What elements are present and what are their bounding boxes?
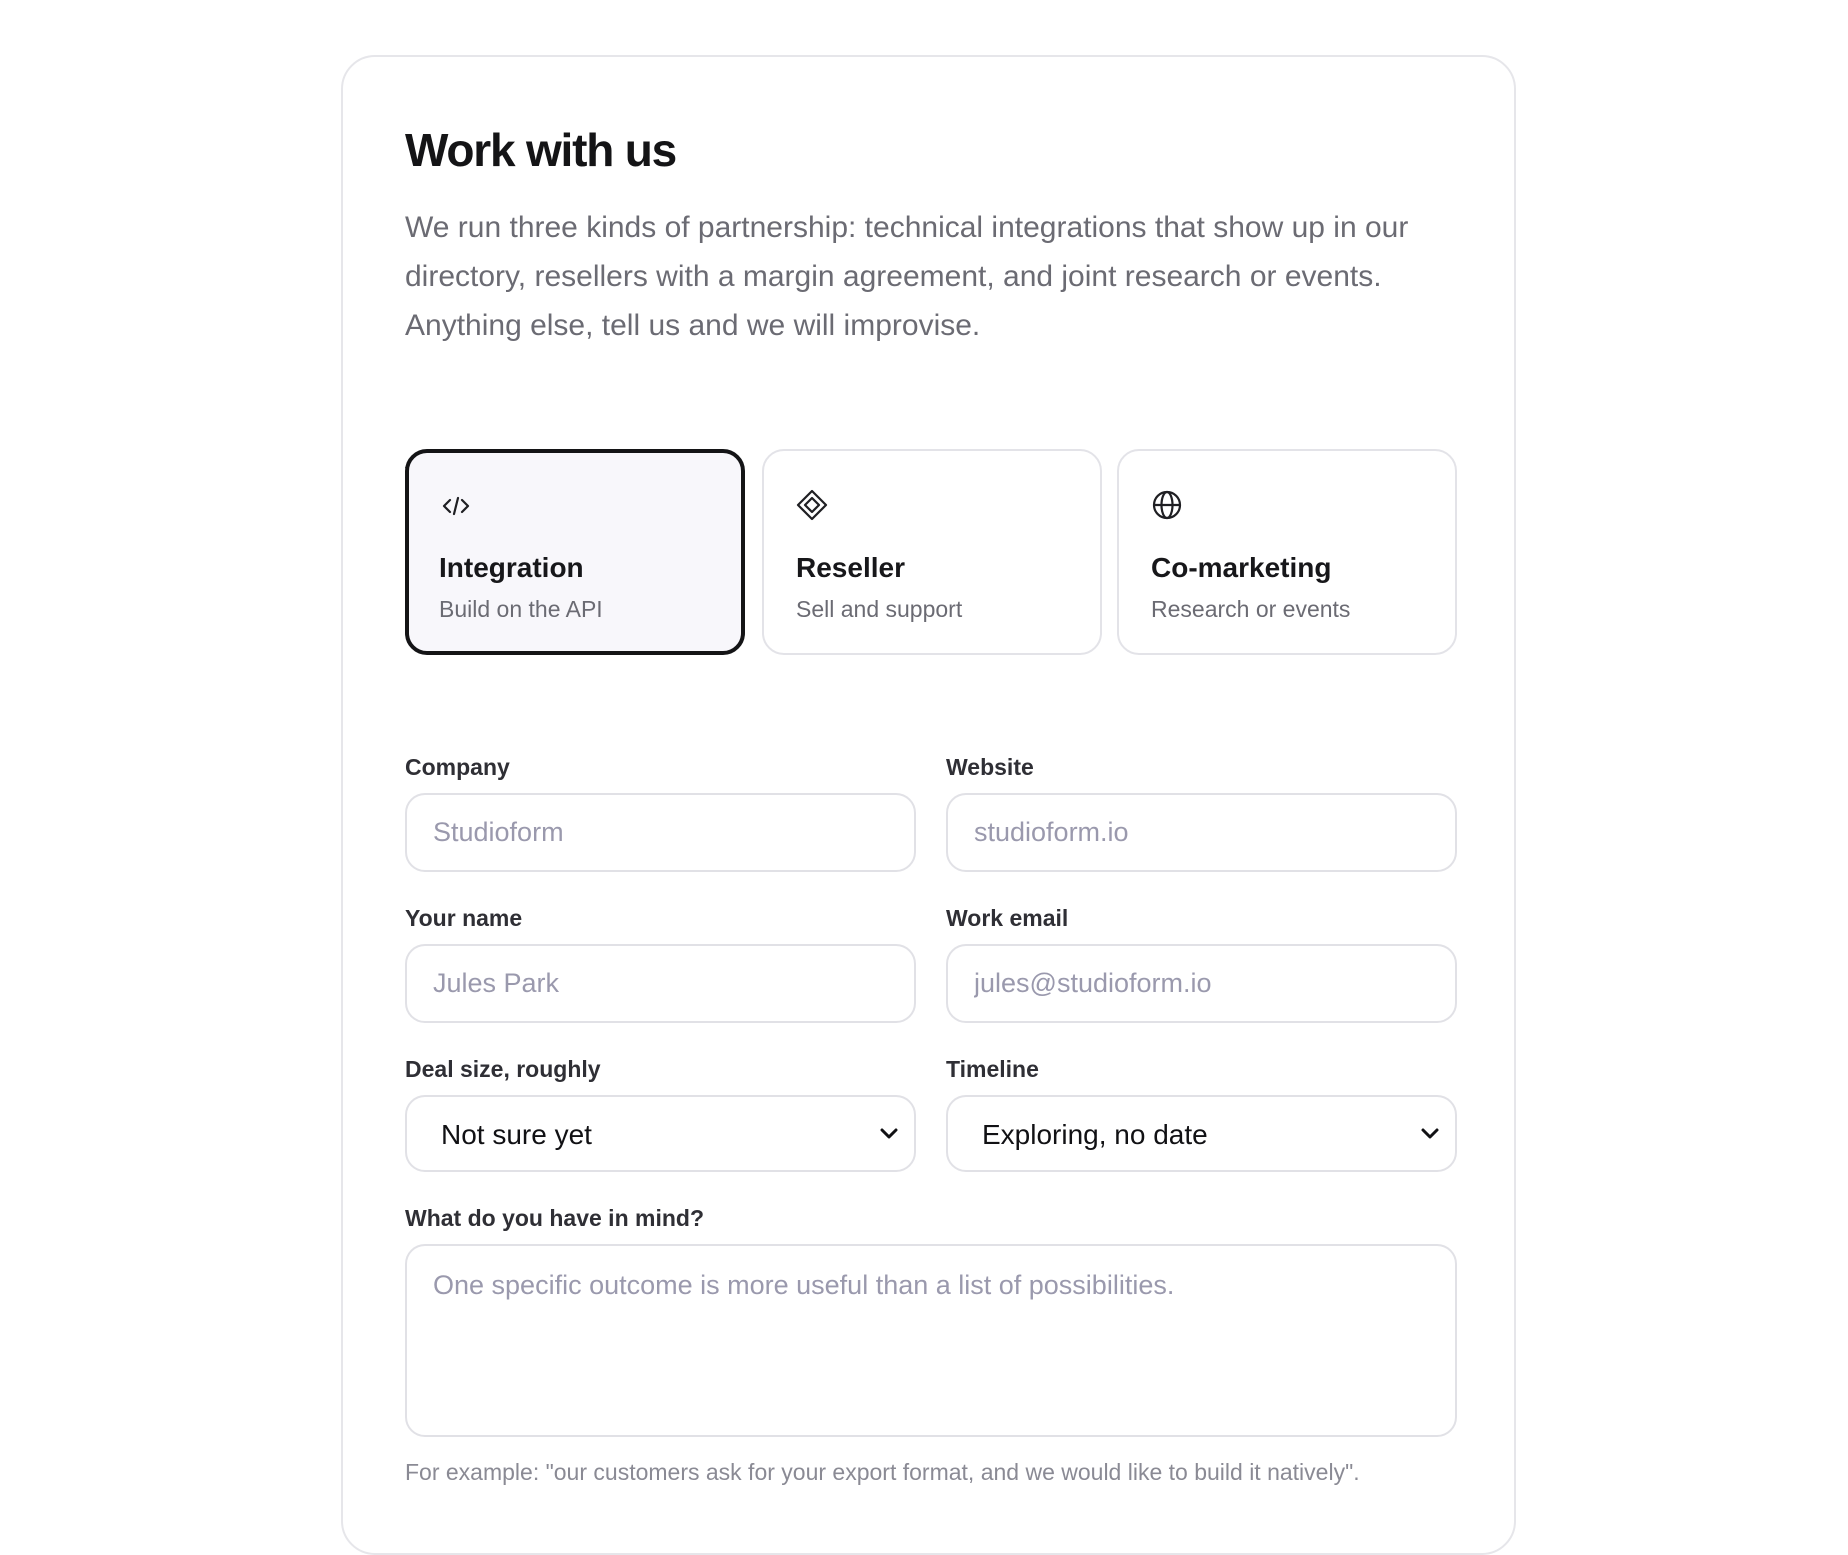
chevron-down-icon — [1419, 1123, 1441, 1145]
message-hint: For example: "our customers ask for your export format, and we would like to build it natively". — [405, 1459, 1360, 1485]
option-subtitle: Research or events — [1151, 596, 1351, 622]
diamond-icon — [796, 489, 828, 521]
deal-size-select[interactable] — [405, 1095, 916, 1172]
option-subtitle: Build on the API — [439, 596, 603, 622]
message-textarea[interactable] — [405, 1244, 1457, 1437]
email-input[interactable] — [946, 944, 1457, 1023]
partnership-option-co-marketing[interactable] — [1117, 449, 1457, 655]
email-label: Work email — [946, 905, 1069, 931]
company-label: Company — [405, 754, 510, 780]
page-title: Work with us — [405, 124, 676, 176]
deal-size-value: Not sure yet — [441, 1119, 592, 1150]
timeline-select[interactable] — [946, 1095, 1457, 1172]
timeline-value: Exploring, no date — [982, 1119, 1208, 1150]
website-label: Website — [946, 754, 1034, 780]
intro-text: We run three kinds of partnership: technical integrations that show up in our directory, resellers with a margin agreement, and joint research or events. Anything else, tell us and we will improvise. — [405, 211, 1409, 342]
partnership-option-reseller[interactable] — [762, 449, 1102, 655]
option-title: Co-marketing — [1151, 552, 1332, 583]
globe-icon — [1151, 489, 1183, 521]
name-label: Your name — [405, 905, 523, 931]
option-title: Reseller — [796, 552, 905, 583]
code-icon — [440, 490, 472, 522]
message-label: What do you have in mind? — [405, 1205, 704, 1231]
partnership-form-card — [341, 55, 1516, 1555]
name-input[interactable] — [405, 944, 916, 1023]
chevron-down-icon — [878, 1123, 900, 1145]
company-input[interactable] — [405, 793, 916, 872]
partnership-option-integration[interactable] — [405, 449, 745, 655]
timeline-label: Timeline — [946, 1056, 1039, 1082]
deal-size-label: Deal size, roughly — [405, 1056, 601, 1082]
option-subtitle: Sell and support — [796, 596, 963, 622]
option-title: Integration — [439, 552, 584, 583]
website-input[interactable] — [946, 793, 1457, 872]
